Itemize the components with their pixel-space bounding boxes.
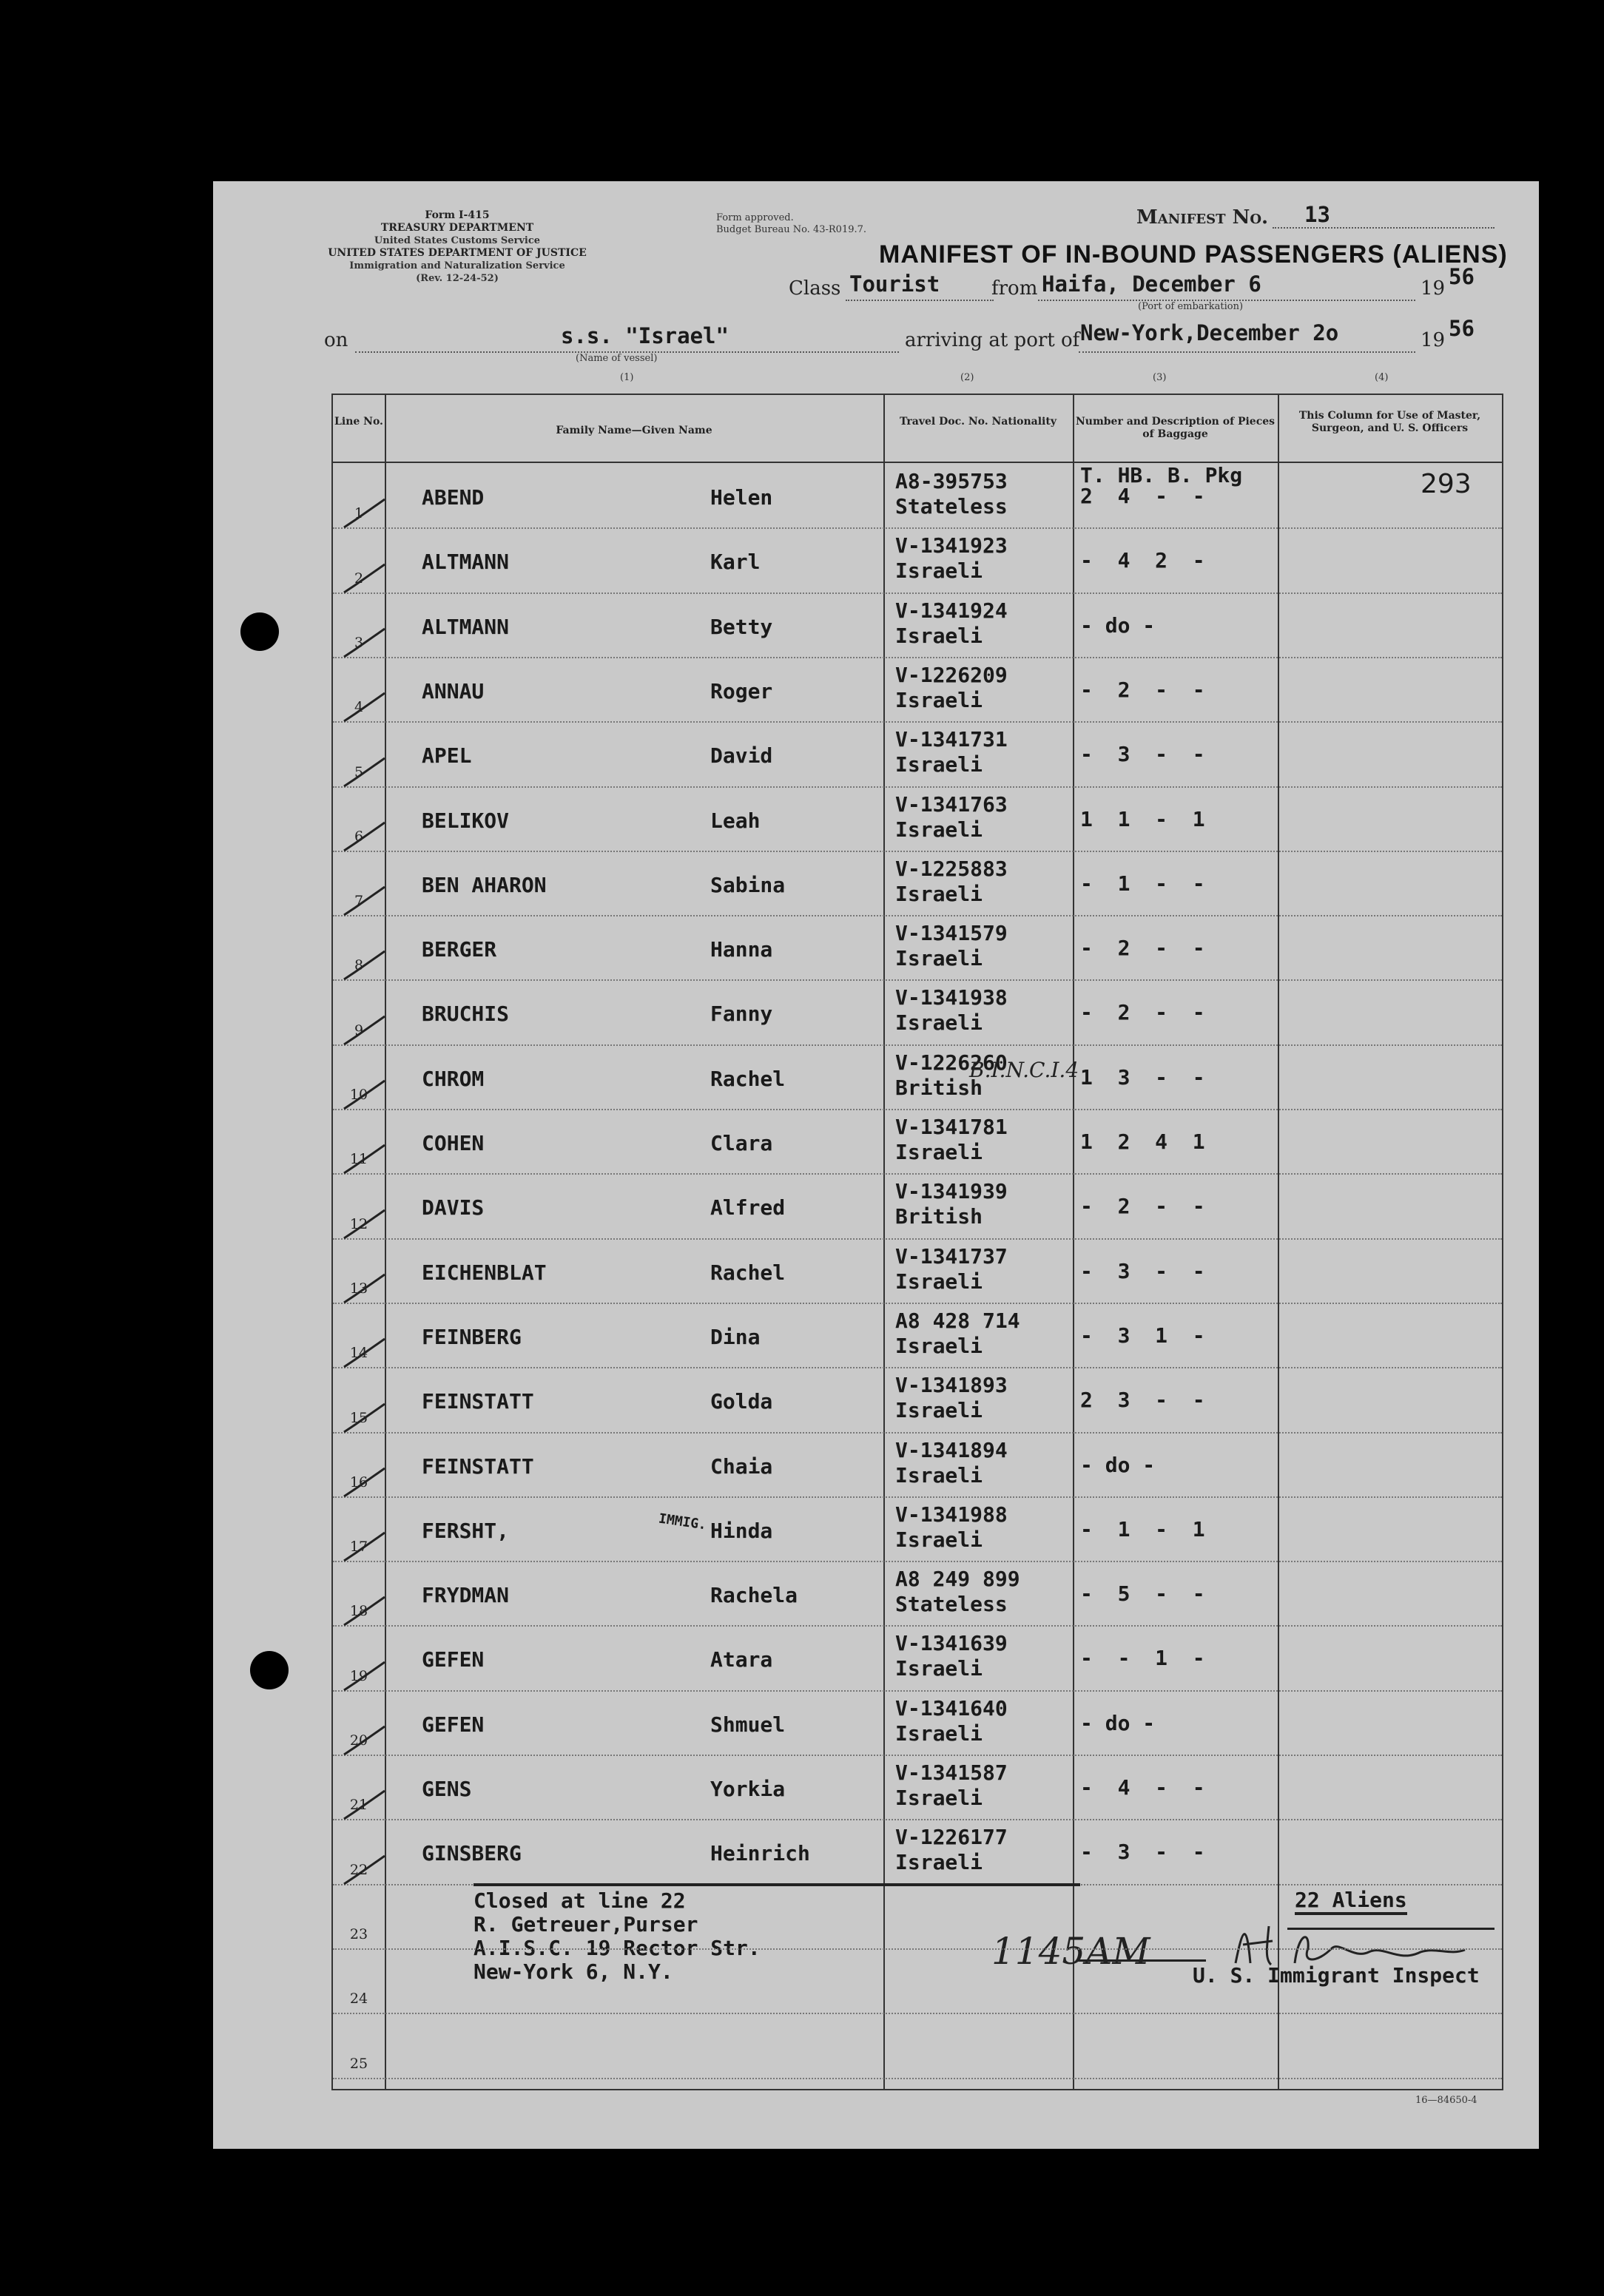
travel-doc-number: V-1341587 [895,1760,1008,1785]
dept-treasury: TREASURY DEPARTMENT [380,222,534,234]
punch-hole-bottom [250,1651,289,1689]
baggage-count: - 4 2 - [1080,548,1205,573]
line-number: 17 [349,1539,368,1556]
line-number: 1 [354,505,364,522]
col-num-4: (4) [1375,372,1389,383]
line-number: 6 [354,828,364,845]
baggage-count: - 3 1 - [1080,1323,1205,1348]
family-name: DAVIS [422,1195,485,1220]
check-mark-icon [340,692,392,726]
nationality: Israeli [895,1721,983,1746]
line-number: 3 [354,634,364,651]
line-number: 21 [349,1797,368,1814]
family-name: APEL [422,743,472,769]
baggage-count: 1 3 - - [1080,1064,1205,1090]
travel-doc-number: A8 428 714 [895,1308,1020,1333]
check-mark-icon [340,1144,392,1178]
baggage-subheader: T. HB. B. Pkg [1080,463,1243,487]
check-mark-icon [340,1531,392,1565]
form-number: Form I-415 [425,209,490,221]
check-mark-icon [340,1596,392,1630]
baggage-count: - 2 - - [1080,1000,1205,1025]
baggage-count: - 1 - - [1080,871,1205,896]
line-number: 22 [349,1861,368,1878]
given-name: Atara [710,1647,773,1672]
given-name: Dina [710,1324,761,1349]
check-mark-icon [340,1725,392,1759]
given-name: Heinrich [710,1841,810,1866]
check-mark-icon [340,1789,392,1823]
check-mark-icon [340,885,392,919]
col-num-2: (2) [960,372,974,383]
given-name: Leah [710,808,761,833]
given-name: Golda [710,1389,773,1414]
nationality: British [895,1075,983,1100]
family-name: FEINBERG [422,1324,522,1349]
year-prefix: 19 [1421,277,1446,300]
handwritten-correction: B.I.N.C.I.4 [969,1057,1079,1082]
aliens-underline [1287,1928,1495,1930]
given-name: Rachela [710,1583,798,1608]
family-name: GEFEN [422,1647,485,1672]
nationality: Stateless [895,1592,1008,1617]
family-name: FERSHT, [422,1518,510,1543]
given-name: Betty [710,614,773,639]
family-name: FEINSTATT [422,1453,534,1479]
travel-doc-number: V-1341781 [895,1115,1008,1139]
line-number: 13 [349,1280,368,1297]
travel-doc-number: A8 249 899 [895,1567,1020,1592]
family-name: FRYDMAN [422,1583,510,1608]
check-mark-icon [340,563,392,597]
line-number: 11 [349,1151,368,1168]
baggage-count: - 2 - - [1080,1194,1205,1219]
family-name: GINSBERG [422,1841,522,1866]
manifest-label: Manifest No. [1136,206,1269,229]
travel-doc-number: V-1341639 [895,1631,1008,1656]
family-name: BEN AHARON [422,872,547,897]
officer-number: 293 [1421,469,1472,499]
travel-doc-number: V-1341640 [895,1695,1008,1721]
nationality: Stateless [895,494,1008,519]
time-note: 1145AM [991,1930,1150,1973]
given-name: Yorkia [710,1777,786,1801]
nationality: Israeli [895,623,983,648]
nationality: Israeli [895,946,983,971]
baggage-count: 2 3 - - [1080,1388,1205,1413]
purser: R. Getreuer,Purser [474,1912,698,1937]
travel-doc-number: A8-395753 [895,469,1008,493]
family-name: GEFEN [422,1712,485,1737]
given-name: Chaia [710,1453,773,1479]
vessel-note: (Name of vessel) [576,353,658,364]
nationality: Israeli [895,752,983,777]
baggage-count: - do - [1080,612,1156,638]
check-mark-icon [340,821,392,855]
check-mark-icon [340,950,392,984]
given-name: Alfred [710,1195,786,1220]
baggage-count: - 4 - - [1080,1775,1205,1800]
nationality: Israeli [895,1786,983,1810]
line-number: 24 [349,1991,368,2008]
embark-year: 56 [1449,264,1475,289]
family-name: GENS [422,1777,472,1801]
baggage-count: 1 2 4 1 [1080,1130,1205,1154]
family-name: CHROM [422,1066,485,1091]
travel-doc-number: V-1341923 [895,533,1008,558]
family-name: BELIKOV [422,808,510,833]
agency-address: A.I.S.C. 19 Rector Str. [474,1936,761,1960]
manifest-title: MANIFEST OF IN-BOUND PASSENGERS (ALIENS) [879,240,1508,269]
baggage-count: 1 1 - 1 [1080,806,1205,831]
baggage-count: - do - [1080,1710,1156,1735]
baggage-count: - 3 - - [1080,742,1205,767]
line-number: 4 [354,699,364,716]
line-number: 9 [354,1022,364,1039]
header-name: Family Name—Given Name [556,425,712,436]
given-name: Rachel [710,1260,786,1285]
line-number: 7 [354,893,364,910]
travel-doc-number: V-1341988 [895,1502,1008,1527]
check-mark-icon [340,1273,392,1307]
manifest-page [213,181,1539,2149]
header-line-no: Line No. [334,416,383,428]
family-name: BERGER [422,937,497,962]
line-number: 20 [349,1732,368,1749]
arrival-year: 56 [1449,316,1475,341]
check-mark-icon [340,1015,392,1049]
line-number: 5 [354,763,364,780]
check-mark-icon [340,757,392,791]
form-approved: Form approved. [716,212,794,223]
year-prefix-2: 19 [1421,329,1446,351]
closed-at-line: Closed at line 22 [474,1888,686,1913]
line-number: 14 [349,1345,368,1362]
class-label: Class [789,277,841,300]
travel-doc-number: V-1341579 [895,921,1008,946]
nationality: Israeli [895,1010,983,1036]
closing-block [474,1889,761,1984]
nationality: Israeli [895,1140,983,1164]
on-label: on [324,329,348,351]
line-number: 2 [354,570,364,587]
family-name: ALTMANN [422,614,510,639]
given-name: Rachel [710,1066,786,1091]
punch-hole-top [240,612,279,651]
form-approval [716,212,866,236]
aliens-total: 22 Aliens [1295,1888,1407,1915]
baggage-count: - 2 - - [1080,936,1205,961]
family-name: ANNAU [422,678,485,703]
given-name: Shmuel [710,1712,786,1737]
travel-doc-number: V-1341924 [895,598,1008,623]
col-num-3: (3) [1153,372,1167,383]
given-name: Roger [710,678,773,703]
nationality: British [895,1204,983,1229]
baggage-count: - do - [1080,1452,1156,1477]
line-number: 16 [349,1473,368,1490]
check-mark-icon [340,627,392,661]
travel-doc-number: V-1226177 [895,1825,1008,1850]
check-mark-icon [340,1854,392,1888]
check-mark-icon [340,498,392,532]
travel-doc-number: V-1225883 [895,856,1008,881]
given-name: Hinda [710,1518,773,1543]
baggage-count: - 3 - - [1080,1258,1205,1283]
header-baggage: Number and Description of Pieces of Baggage [1075,416,1276,440]
travel-doc-number: V-1341737 [895,1243,1008,1269]
travel-doc-number: V-1341938 [895,985,1008,1010]
budget-bureau: Budget Bureau No. 43-R019.7. [716,224,867,235]
travel-doc-number: V-1341763 [895,791,1008,817]
given-name: Helen [710,485,773,510]
line-number: 15 [349,1409,368,1426]
class-value: Tourist [849,271,940,297]
nationality: Israeli [895,1527,983,1552]
port-embarkation-note: (Port of embarkation) [1138,301,1244,312]
family-name: ABEND [422,485,485,510]
line-number: 8 [354,957,364,974]
travel-doc-number: V-1341894 [895,1437,1008,1462]
check-mark-icon [340,1402,392,1436]
header-officers: This Column for Use of Master, Surgeon, and U. S. Officers [1298,410,1481,434]
arrival-port: New-York,December 2o [1080,320,1339,345]
nationality: Israeli [895,1850,983,1875]
signature-dash [1076,1959,1206,1962]
nationality: Israeli [895,1333,983,1358]
family-name: COHEN [422,1131,485,1155]
line-number: 18 [349,1603,368,1620]
nationality: Israeli [895,687,983,712]
dept-justice: UNITED STATES DEPARTMENT OF JUSTICE [328,247,587,259]
line-number: 12 [349,1215,368,1232]
given-name: Karl [710,550,761,575]
embarkation-port: Haifa, December 6 [1042,271,1261,297]
form-header-left [317,209,598,285]
baggage-count: - 5 - - [1080,1581,1205,1607]
travel-doc-number: V-1226209 [895,662,1008,687]
given-name: Fanny [710,1002,773,1027]
check-mark-icon [340,1079,392,1113]
given-name: Clara [710,1131,773,1155]
nationality: Israeli [895,1398,983,1423]
given-name: Hanna [710,937,773,962]
given-name: David [710,743,773,769]
given-name: Sabina [710,872,786,897]
from-label: from [991,277,1038,300]
passenger-table [331,394,1503,2090]
nationality: Israeli [895,881,983,906]
family-name: ALTMANN [422,550,510,575]
nationality: Israeli [895,558,983,584]
baggage-count: - 1 - 1 [1080,1516,1205,1542]
revision: (Rev. 12-24-52) [416,273,499,284]
immigration-stamp: IMMIG. [657,1510,708,1533]
check-mark-icon [340,1661,392,1695]
col-num-1: (1) [620,372,634,383]
line-number: 10 [349,1087,368,1103]
baggage-count: - 3 - - [1080,1840,1205,1865]
inspector-title: U. S. Immigrant Inspect [1193,1963,1480,1988]
baggage-count: 2 4 - - [1080,484,1205,508]
travel-doc-number: V-1341939 [895,1179,1008,1204]
customs-service: United States Customs Service [374,235,541,246]
ins-service: Immigration and Naturalization Service [349,260,565,271]
nationality: Israeli [895,1269,983,1294]
baggage-count: - - 1 - [1080,1646,1205,1671]
baggage-count: - 2 - - [1080,677,1205,702]
line-number: 19 [349,1667,368,1684]
line-number: 25 [349,2055,368,2072]
arriving-label: arriving at port of [905,329,1080,351]
manifest-number: 13 [1304,202,1330,227]
family-name: FEINSTATT [422,1389,534,1414]
check-mark-icon [340,1209,392,1243]
check-mark-icon [340,1337,392,1371]
family-name: EICHENBLAT [422,1260,547,1285]
travel-doc-number: V-1226260 [895,1050,1008,1075]
nationality: Israeli [895,1656,983,1681]
nationality: Israeli [895,817,983,842]
print-code: 16—84650-4 [1415,2095,1477,2106]
nationality: Israeli [895,1462,983,1488]
travel-doc-number: V-1341731 [895,727,1008,752]
line-number: 23 [349,1925,368,1942]
header-travel-doc: Travel Doc. No. Nationality [900,416,1057,428]
check-mark-icon [340,1467,392,1501]
agency-city: New-York 6, N.Y. [474,1959,673,1984]
travel-doc-number: V-1341893 [895,1373,1008,1398]
vessel-name: s.s. "Israel" [561,323,729,348]
family-name: BRUCHIS [422,1002,510,1027]
